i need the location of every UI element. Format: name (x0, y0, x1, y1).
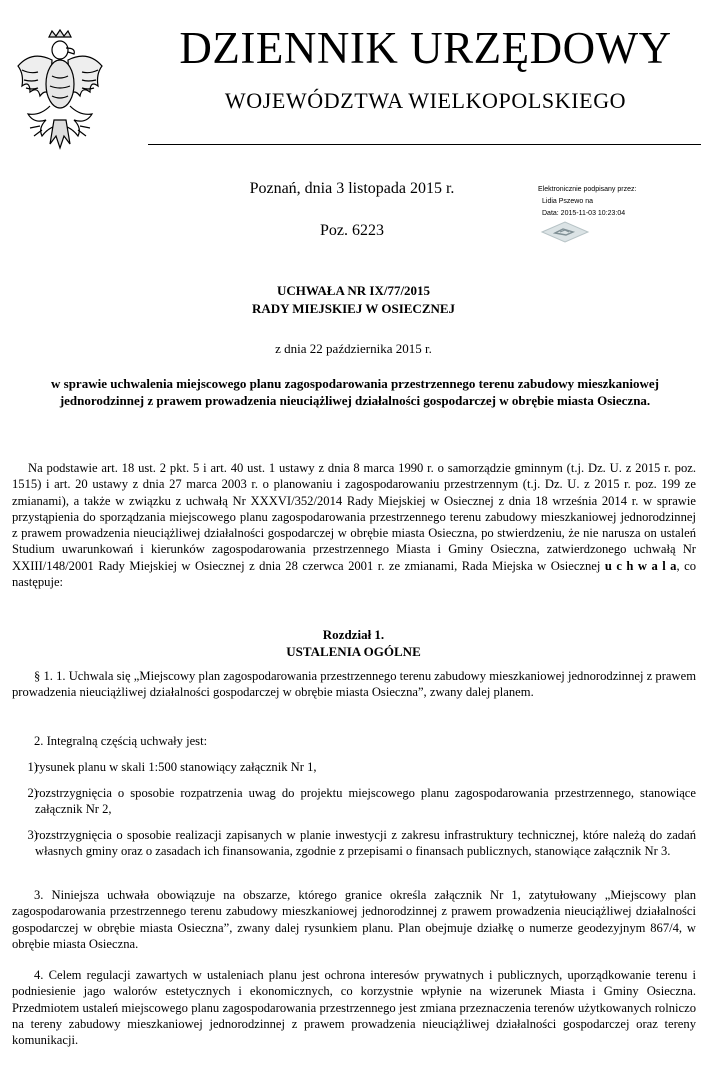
list-item-text: rysunek planu w skali 1:500 stanowiący załącznik Nr 1, (35, 760, 317, 774)
list-item (12, 785, 696, 818)
masthead-divider (148, 144, 701, 145)
preamble-resolves: u c h w a l a (604, 558, 677, 573)
list-item-number: 2) (27, 786, 38, 800)
electronic-signature (538, 184, 703, 220)
journal-title: DZIENNIK URZĘDOWY (179, 23, 672, 73)
resolution-subject: w sprawie uchwalenia miejscowego planu zagospodarowania przestrzennego terenu zabudowy mieszkaniowej jednorodzinnej z prawem prowadzenia nieuciążliwej działalności gospodarczej w obrębie miasta Osieczna. (51, 376, 659, 408)
masthead (148, 22, 703, 114)
list-item-number: 3) (27, 828, 38, 842)
preamble-paragraph (12, 460, 696, 590)
journal-subtitle: WOJEWÓDZTWA WIELKOPOLSKIEGO (224, 88, 627, 113)
chapter-title: USTALENIA OGÓLNE (286, 644, 421, 659)
issue-position: Poz. 6223 (320, 222, 384, 239)
signature-signer: Lidia Pszewo na (542, 198, 593, 205)
chapter-number: Rozdział 1. (322, 627, 385, 642)
resolution-date: z dnia 22 października 2015 r. (275, 341, 432, 356)
section-1-paragraph-1: § 1. 1. Uchwala się „Miejscowy plan zagospodarowania przestrzennego terenu zabudowy mieszkaniowej jednorodzinnej z prawem prowadzenia nieuciążliwej działalności gospodarczej w obrębie miasta Osieczna”, zwany dalej planem. (12, 669, 696, 700)
signature-caption: Elektronicznie podpisany przez: (538, 186, 637, 193)
list-item-text: rozstrzygnięcia o sposobie rozpatrzenia uwag do projektu miejscowego planu zagospodarowania przestrzennego, stanowiące załącznik Nr 2, (35, 786, 696, 817)
signature-check-icon (540, 220, 590, 244)
section-1-paragraph-3: 3. Niniejsza uchwała obowiązuje na obszarze, którego granice określa załącznik Nr 1, zatytułowany „Miejscowy plan zagospodarowania przestrzennego terenu zabudowy mieszkaniowej jednorodzinnej z prawem prowadzenia nieuciążliwej działalności gospodarczej w obrębie miasta Osieczna”, zwany dalej rysunkiem planu. Plan obejmuje działkę o numerze geodezyjnym 867/4, w obrębie miasta Osieczna. (12, 888, 696, 951)
preamble-text: Na podstawie art. 18 ust. 2 pkt. 5 i art. 40 ust. 1 ustawy z dnia 8 marca 1990 r. o samorządzie gminnym (t.j. Dz. U. z 2015 r. poz. 1515) i art. 20 ustawy z dnia 27 marca 2003 r. o planowaniu i zagospodarowaniu przestrzennym (t.j. Dz. U. z 2015 r. poz. 199 ze zmianami), a także w związku z uchwałą Nr XXXVI/352/2014 Rady Miejskiej w Osiecznej z dnia 18 września 2014 r. w sprawie przystąpienia do sporządzania miejscowego planu zagospodarowania przestrzennego terenu zabudowy mieszkaniowej jednorodzinnej z prawem prowadzenia nieuciążliwej działalności gospodarczej w obrębie miasta Osieczna, po stwierdzeniu, że nie narusza on ustaleń Studium uwarunkowań i kierunków zagospodarowania przestrzennego Miasta i Gminy Osieczna, zatwierdzonego uchwałą Nr XXIII/148/2001 Rady Miejskiej w Osiecznej z dnia 28 czerwca 2001 r. ze zmianami, Rada Miejska w Osiecznej (12, 461, 696, 573)
preamble-end: , co następuje: (12, 558, 696, 590)
resolution-council: RADY MIEJSKIEJ W OSIECZNEJ (251, 301, 456, 316)
polish-eagle-emblem-icon (12, 26, 108, 156)
section-1-paragraph-2: 2. Integralną częścią uchwały jest: (34, 734, 208, 748)
list-item (12, 827, 696, 860)
list-item-number: 1) (27, 760, 38, 774)
section-1-paragraph-4: 4. Celem regulacji zawartych w ustaleniach planu jest ochrona interesów prywatnych i publicznych, uporządkowanie terenu i podniesienie jago walorów estetycznych i ekonomicznych, co korzystnie wpłynie na wizerunek Miasta i Gminy Osieczna. Przedmiotem ustaleń miejscowego planu zagospodarowania przestrzennego jest zmiana przeznaczenia terenów użytkowanych rolniczo na tereny zabudowy mieszkaniowej jednorodzinnej z prawem prowadzenia nieuciążliwej działalności gospodarczej oraz tereny komunikacji. (12, 968, 696, 1048)
list-item (12, 759, 696, 775)
signature-date: Data: 2015-11-03 10:23:04 (542, 210, 626, 217)
resolution-number: UCHWAŁA NR IX/77/2015 (276, 283, 431, 298)
issue-place-date: Poznań, dnia 3 listopada 2015 r. (249, 180, 455, 197)
list-item-text: rozstrzygnięcia o sposobie realizacji zapisanych w planie inwestycji z zakresu infrastruktury technicznej, które należą do zadań własnych gminy oraz o zasadach ich finansowania, zgodnie z przepisami o finansach publicznych, stanowiące załącznik Nr 3. (35, 828, 696, 859)
